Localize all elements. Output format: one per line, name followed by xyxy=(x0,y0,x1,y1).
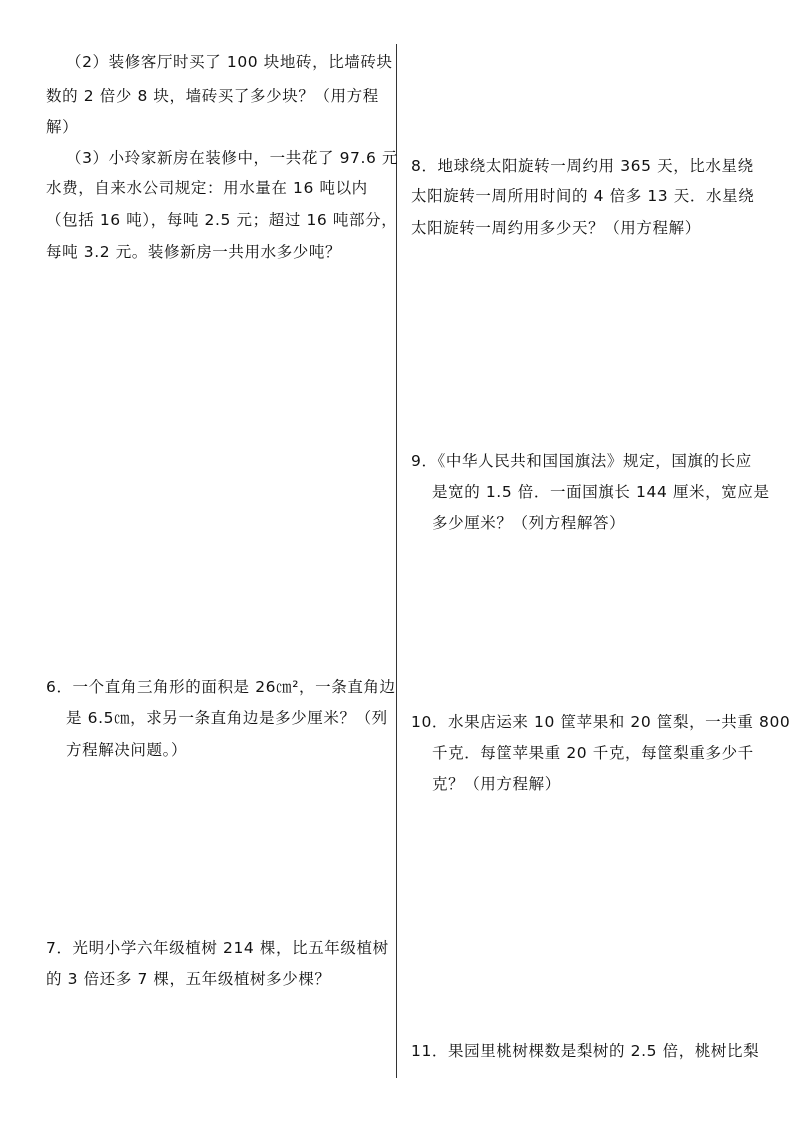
question-text-line: 千克．每筐苹果重 20 千克，每筐梨重多少千 xyxy=(432,744,754,762)
question-text-line: 6．一个直角三角形的面积是 26㎝²，一条直角边 xyxy=(46,678,396,696)
question-text-line: 太阳旋转一周所用时间的 4 倍多 13 天．水星绕 xyxy=(411,187,755,205)
question-text-line: 多少厘米？（列方程解答） xyxy=(432,514,626,532)
question-text-line: 克？（用方程解） xyxy=(432,775,561,793)
question-text-line: 水费，自来水公司规定：用水量在 16 吨以内 xyxy=(46,179,368,197)
question-text-line: 是宽的 1.5 倍．一面国旗长 144 厘米，宽应是 xyxy=(432,483,770,501)
question-text-line: 11．果园里桃树棵数是梨树的 2.5 倍，桃树比梨 xyxy=(411,1042,760,1060)
question-text-line: 方程解决问题。） xyxy=(66,741,188,759)
question-text-line: 每吨 3.2 元。装修新房一共用水多少吨？ xyxy=(46,243,342,261)
question-text-line: （3）小玲家新房在装修中，一共花了 97.6 元 xyxy=(66,149,399,167)
question-text-line: 9．《中华人民共和国国旗法》规定，国旗的长应 xyxy=(411,452,752,470)
question-text-line: 的 3 倍还多 7 棵，五年级植树多少棵？ xyxy=(46,970,331,988)
question-text-line: 解） xyxy=(46,118,79,136)
question-text-line: 10．水果店运来 10 筐苹果和 20 筐梨，一共重 800 xyxy=(411,713,791,731)
question-text-line: （包括 16 吨），每吨 2.5 元；超过 16 吨部分， xyxy=(46,211,398,229)
question-text-line: （2）装修客厅时买了 100 块地砖，比墙砖块 xyxy=(66,53,393,71)
column-divider xyxy=(396,44,397,1078)
question-text-line: 数的 2 倍少 8 块，墙砖买了多少块？（用方程 xyxy=(46,87,379,105)
question-text-line: 8．地球绕太阳旋转一周约用 365 天，比水星绕 xyxy=(411,157,754,175)
question-text-line: 是 6.5㎝，求另一条直角边是多少厘米？（列 xyxy=(66,709,388,727)
question-text-line: 太阳旋转一周约用多少天？（用方程解） xyxy=(411,219,701,237)
question-text-line: 7．光明小学六年级植树 214 棵，比五年级植树 xyxy=(46,939,389,957)
